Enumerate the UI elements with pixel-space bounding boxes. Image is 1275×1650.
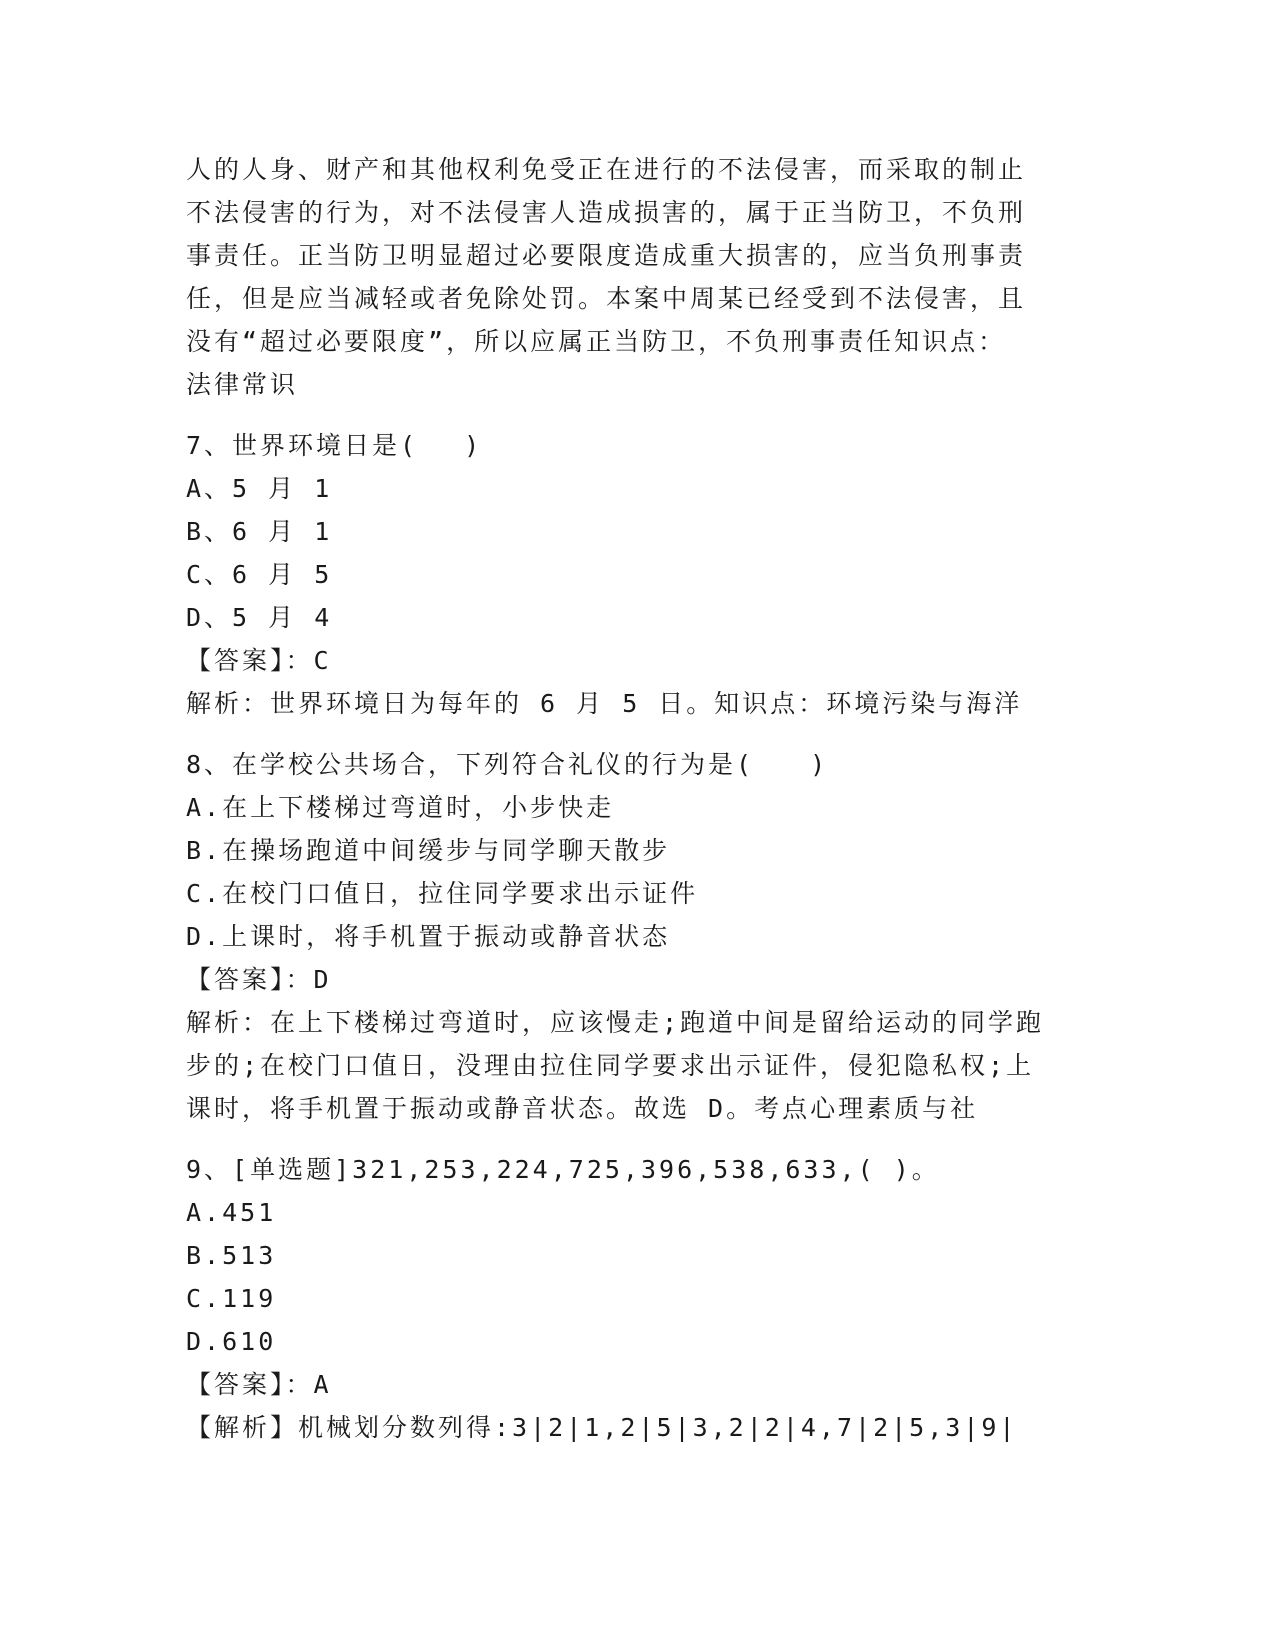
option-b: B.在操场跑道中间缓步与同学聊天散步 <box>186 836 671 865</box>
option-c: C、6 月 5 <box>186 560 333 589</box>
question-7 <box>186 424 1066 725</box>
text-line: 法律常识 <box>186 370 299 399</box>
answer: 【答案】：A <box>186 1370 332 1399</box>
option-d: D、5 月 4 <box>186 603 333 632</box>
intro-paragraph <box>186 148 1066 406</box>
explanation-line: 解析：世界环境日为每年的 6 月 5 日。知识点：环境污染与海洋 <box>186 689 1023 718</box>
option-c: C.在校门口值日，拉住同学要求出示证件 <box>186 879 699 908</box>
question-9 <box>186 1148 1066 1449</box>
question-8 <box>186 743 1066 1130</box>
option-b: B.513 <box>186 1241 277 1270</box>
text-line: 没有“超过必要限度”，所以应属正当防卫，不负刑事责任知识点： <box>186 327 1007 356</box>
answer: 【答案】：D <box>186 965 332 994</box>
question-stem: 7、世界环境日是( ) <box>186 431 483 460</box>
document-body <box>186 148 1066 1449</box>
option-a: A、5 月 1 <box>186 474 333 503</box>
text-line: 事责任。正当防卫明显超过必要限度造成重大损害的，应当负刑事责 <box>186 241 1027 270</box>
text-line: 不法侵害的行为，对不法侵害人造成损害的，属于正当防卫，不负刑 <box>186 198 1027 227</box>
explanation-line: 步的;在校门口值日，没理由拉住同学要求出示证件，侵犯隐私权;上 <box>186 1051 1035 1080</box>
explanation-line: 课时，将手机置于振动或静音状态。故选 D。考点心理素质与社 <box>186 1094 979 1123</box>
explanation-line: 解析：在上下楼梯过弯道时，应该慢走;跑道中间是留给运动的同学跑 <box>186 1008 1045 1037</box>
question-stem: 8、在学校公共场合，下列符合礼仪的行为是( ) <box>186 750 829 779</box>
option-d: D.610 <box>186 1327 277 1356</box>
option-c: C.119 <box>186 1284 277 1313</box>
option-b: B、6 月 1 <box>186 517 333 546</box>
text-line: 任，但是应当减轻或者免除处罚。本案中周某已经受到不法侵害，且 <box>186 284 1027 313</box>
answer: 【答案】：C <box>186 646 332 675</box>
explanation-line: 【解析】机械划分数列得:3|2|1,2|5|3,2|2|4,7|2|5,3|9| <box>186 1413 1018 1442</box>
option-a: A.451 <box>186 1198 277 1227</box>
option-a: A.在上下楼梯过弯道时，小步快走 <box>186 793 615 822</box>
text-line: 人的人身、财产和其他权利免受正在进行的不法侵害，而采取的制止 <box>186 155 1027 184</box>
option-d: D.上课时，将手机置于振动或静音状态 <box>186 922 671 951</box>
question-stem: 9、[单选题]321,253,224,725,396,538,633,( )。 <box>186 1155 940 1184</box>
